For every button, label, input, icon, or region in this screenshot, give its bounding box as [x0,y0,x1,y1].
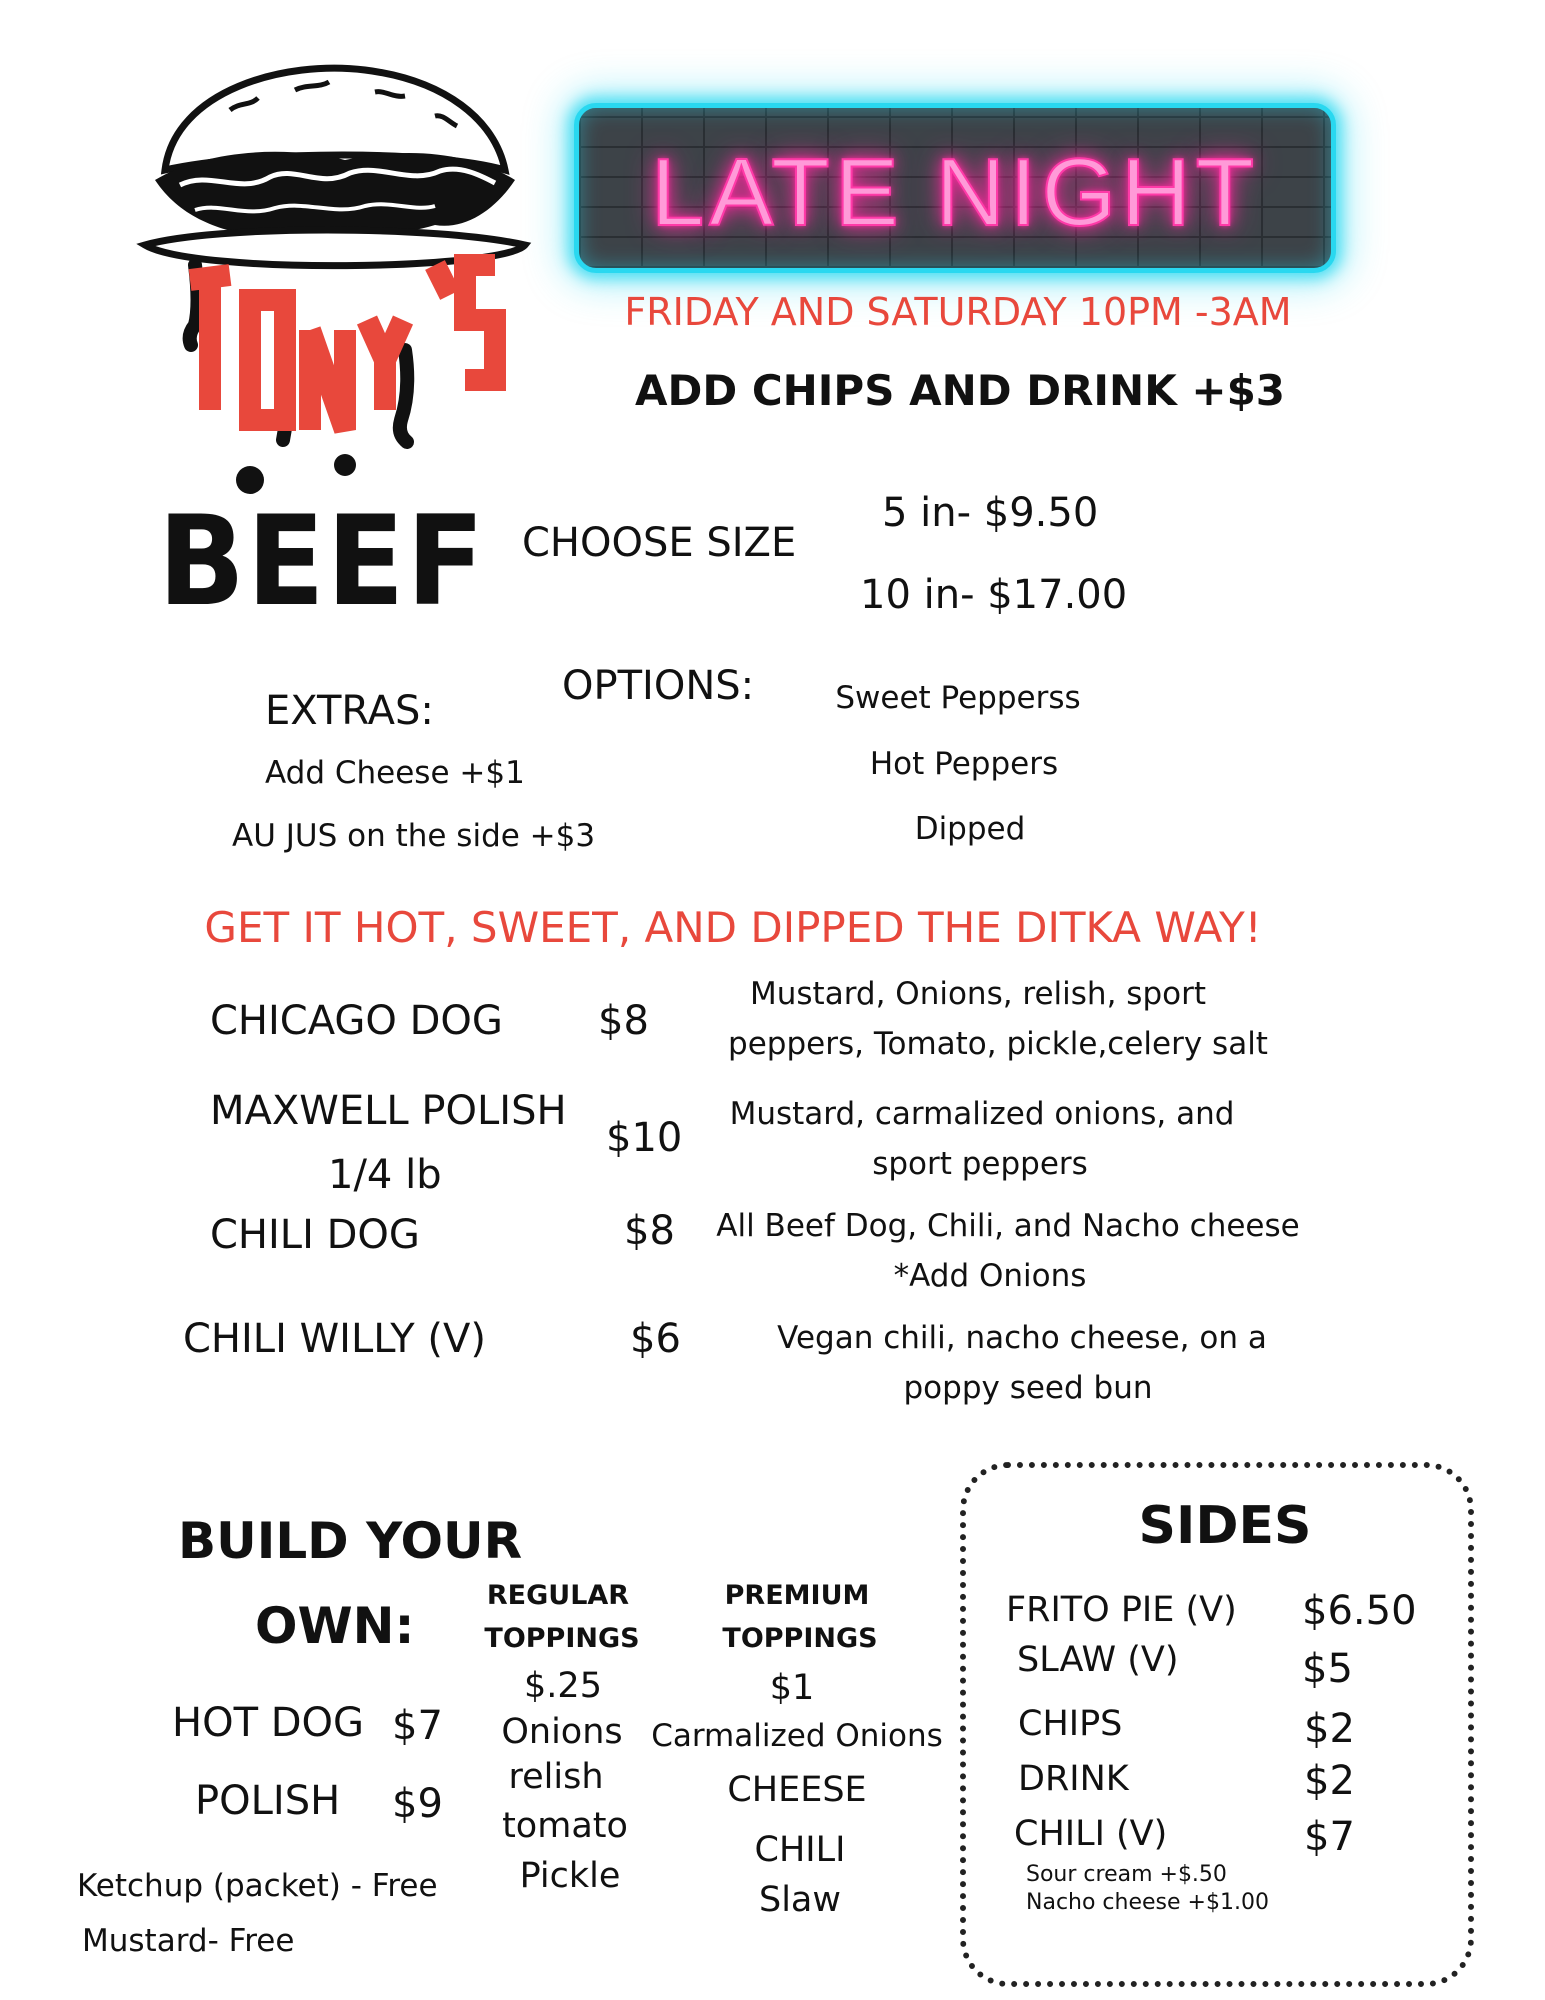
size-5in: 5 in- $9.50 [882,490,1099,536]
build-item-name: POLISH [195,1778,341,1824]
regular-toppings-title-2: TOPPINGS [484,1623,640,1654]
hours-text: FRIDAY AND SATURDAY 10PM -3AM [624,290,1292,334]
extra-item: Add Cheese +$1 [265,755,525,791]
side-price: $2 [1304,1706,1355,1752]
choose-size-label: CHOOSE SIZE [522,520,797,566]
dog-name: CHILI DOG [210,1212,420,1258]
dog-name: CHICAGO DOG [210,998,503,1044]
dog-desc: Mustard, carmalized onions, and [729,1096,1235,1132]
neon-sign-text: LATE NIGHT [650,139,1260,246]
regular-topping: tomato [502,1806,628,1846]
ditka-tagline: GET IT HOT, SWEET, AND DIPPED THE DITKA WAY! [204,903,1262,952]
option-item: Sweet Pepperss [835,680,1081,716]
combo-text: ADD CHIPS AND DRINK +$3 [634,366,1286,415]
premium-toppings-title: PREMIUM [724,1580,870,1611]
regular-toppings-title: REGULAR [486,1580,630,1611]
free-condiment: Mustard- Free [82,1923,295,1959]
tonys-logo [135,50,535,510]
dog-name-weight: 1/4 lb [328,1152,442,1198]
dog-desc: All Beef Dog, Chili, and Nacho cheese [716,1208,1300,1244]
sandwich-logo-icon [135,50,535,510]
dog-name: CHILI WILLY (V) [183,1316,486,1362]
size-10in: 10 in- $17.00 [860,572,1128,618]
premium-topping: Slaw [758,1880,842,1920]
dog-price: $8 [624,1208,675,1254]
late-night-neon-sign [574,103,1336,273]
premium-topping: CHEESE [727,1770,867,1810]
sides-title: SIDES [1138,1496,1312,1556]
dog-desc: poppy seed bun [903,1370,1153,1406]
option-item: Hot Peppers [869,746,1059,782]
regular-toppings-price: $.25 [524,1666,602,1706]
dog-desc: Vegan chili, nacho cheese, on a [777,1320,1267,1356]
build-item-price: $9 [392,1781,443,1827]
extras-label: EXTRAS: [265,688,434,734]
dog-desc: peppers, Tomato, pickle,celery salt [728,1026,1268,1062]
extra-item: AU JUS on the side +$3 [232,818,596,854]
regular-topping: Pickle [519,1856,621,1896]
option-item: Dipped [914,811,1026,847]
premium-toppings-title-2: TOPPINGS [722,1623,878,1654]
side-price: $2 [1304,1758,1355,1804]
side-name: CHILI (V) [1014,1814,1168,1854]
dog-price: $6 [630,1316,681,1362]
build-item-price: $7 [392,1703,443,1749]
regular-topping: relish [508,1757,604,1797]
side-price: $6.50 [1302,1588,1417,1634]
premium-topping: Carmalized Onions [651,1718,943,1754]
dog-desc: *Add Onions [893,1258,1087,1294]
dog-desc: Mustard, Onions, relish, sport [750,976,1206,1012]
options-label: OPTIONS: [562,663,755,709]
regular-topping: Onions [501,1712,623,1752]
side-price: $5 [1302,1646,1353,1692]
premium-toppings-price: $1 [769,1668,815,1708]
dog-desc: sport peppers [872,1146,1088,1182]
free-condiment: Ketchup (packet) - Free [77,1868,438,1904]
premium-topping: CHILI [754,1830,846,1870]
side-name: CHIPS [1018,1704,1123,1744]
side-price: $7 [1304,1814,1355,1860]
side-name: DRINK [1018,1759,1129,1799]
beef-title: BEEF [158,490,487,634]
build-title-2: OWN: [255,1597,415,1655]
side-name: FRITO PIE (V) [1006,1590,1237,1630]
dog-price: $8 [598,998,649,1044]
build-item-name: HOT DOG [172,1700,364,1746]
dog-name: MAXWELL POLISH [210,1088,567,1134]
build-title: BUILD YOUR [178,1512,523,1570]
side-name: SLAW (V) [1017,1640,1179,1680]
side-addon: Nacho cheese +$1.00 [1026,1890,1269,1915]
dog-price: $10 [606,1115,683,1161]
side-addon: Sour cream +$.50 [1026,1862,1227,1887]
